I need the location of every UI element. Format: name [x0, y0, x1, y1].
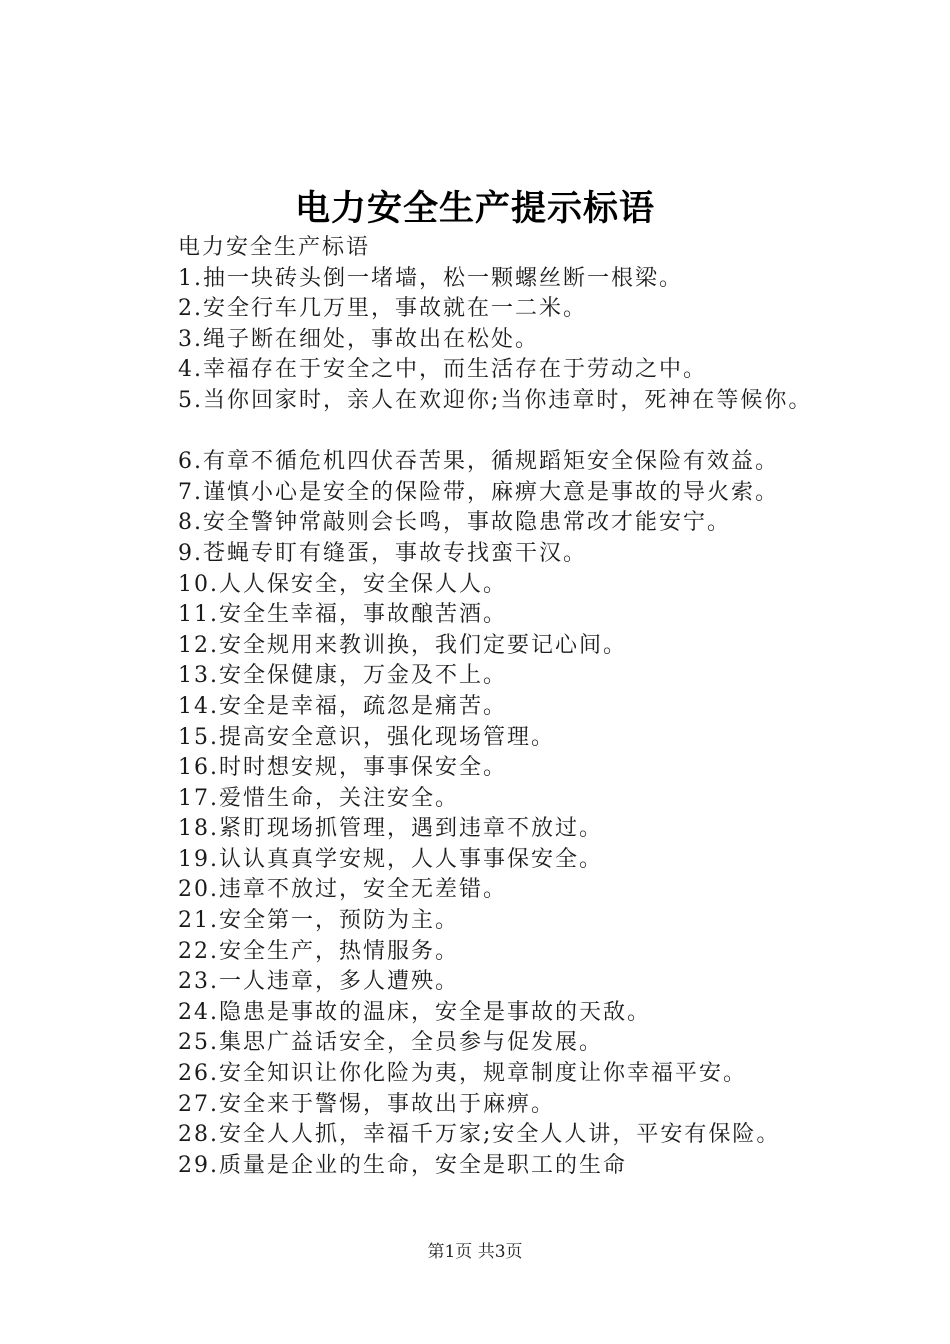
- document-title: 电力安全生产提示标语: [294, 188, 655, 229]
- slogan-item: 2.安全行车几万里，事故就在一二米。: [178, 296, 587, 322]
- slogan-list-second: [178, 447, 918, 1181]
- section-heading: 电力安全生产标语: [178, 235, 371, 260]
- slogan-list-first: [178, 264, 918, 417]
- slogan-item: 29.质量是企业的生命，安全是职工的生命: [178, 1152, 627, 1178]
- slogan-item: 18.紧盯现场抓管理，遇到违章不放过。: [178, 816, 603, 842]
- slogan-item: 22.安全生产，热情服务。: [178, 938, 459, 964]
- slogan-item: 25.集思广益话安全，全员参与促发展。: [178, 1030, 603, 1056]
- slogan-item: 15.提高安全意识，强化现场管理。: [178, 724, 555, 750]
- slogan-item: 3.绳子断在细处，事故出在松处。: [178, 326, 539, 352]
- slogan-item: 4.幸福存在于安全之中，而生活存在于劳动之中。: [178, 357, 707, 383]
- slogan-item: 20.违章不放过，安全无差错。: [178, 877, 507, 903]
- slogan-item: 16.时时想安规，事事保安全。: [178, 755, 507, 781]
- slogan-item: 10.人人保安全，安全保人人。: [178, 571, 507, 597]
- paragraph-gap: [178, 417, 918, 448]
- slogan-item: 12.安全规用来教训换，我们定要记心间。: [178, 632, 627, 658]
- slogan-item: 19.认认真真学安规，人人事事保安全。: [178, 846, 603, 872]
- page-footer: 第1页 共3页: [427, 1242, 523, 1262]
- slogan-item: 13.安全保健康，万金及不上。: [178, 663, 507, 689]
- slogan-item: 27.安全来于警惕，事故出于麻痹。: [178, 1091, 555, 1117]
- slogan-item: 7.谨慎小心是安全的保险带，麻痹大意是事故的导火索。: [178, 479, 779, 505]
- slogan-item: 28.安全人人抓，幸福千万家;安全人人讲，平安有保险。: [178, 1122, 781, 1148]
- slogan-item: 17.爱惜生命，关注安全。: [178, 785, 459, 811]
- slogan-item: 24.隐患是事故的温床，安全是事故的天敌。: [178, 999, 651, 1025]
- slogan-item: 26.安全知识让你化险为夷，规章制度让你幸福平安。: [178, 1061, 747, 1087]
- slogan-item: 14.安全是幸福，疏忽是痛苦。: [178, 693, 507, 719]
- slogan-item: 5.当你回家时，亲人在欢迎你;当你违章时，死神在等候你。: [178, 387, 813, 413]
- slogan-item: 8.安全警钟常敲则会长鸣，事故隐患常改才能安宁。: [178, 510, 731, 536]
- slogan-item: 11.安全生幸福，事故酿苦酒。: [178, 602, 507, 628]
- slogan-item: 9.苍蝇专盯有缝蛋，事故专找蛮干汉。: [178, 540, 587, 566]
- slogan-item: 6.有章不循危机四伏吞苦果，循规蹈矩安全保险有效益。: [178, 449, 779, 475]
- document-body: [178, 233, 918, 1181]
- slogan-item: 21.安全第一，预防为主。: [178, 908, 459, 934]
- slogan-item: 1.抽一块砖头倒一堵墙，松一颗螺丝断一根梁。: [178, 265, 683, 291]
- slogan-item: 23.一人违章，多人遭殃。: [178, 969, 459, 995]
